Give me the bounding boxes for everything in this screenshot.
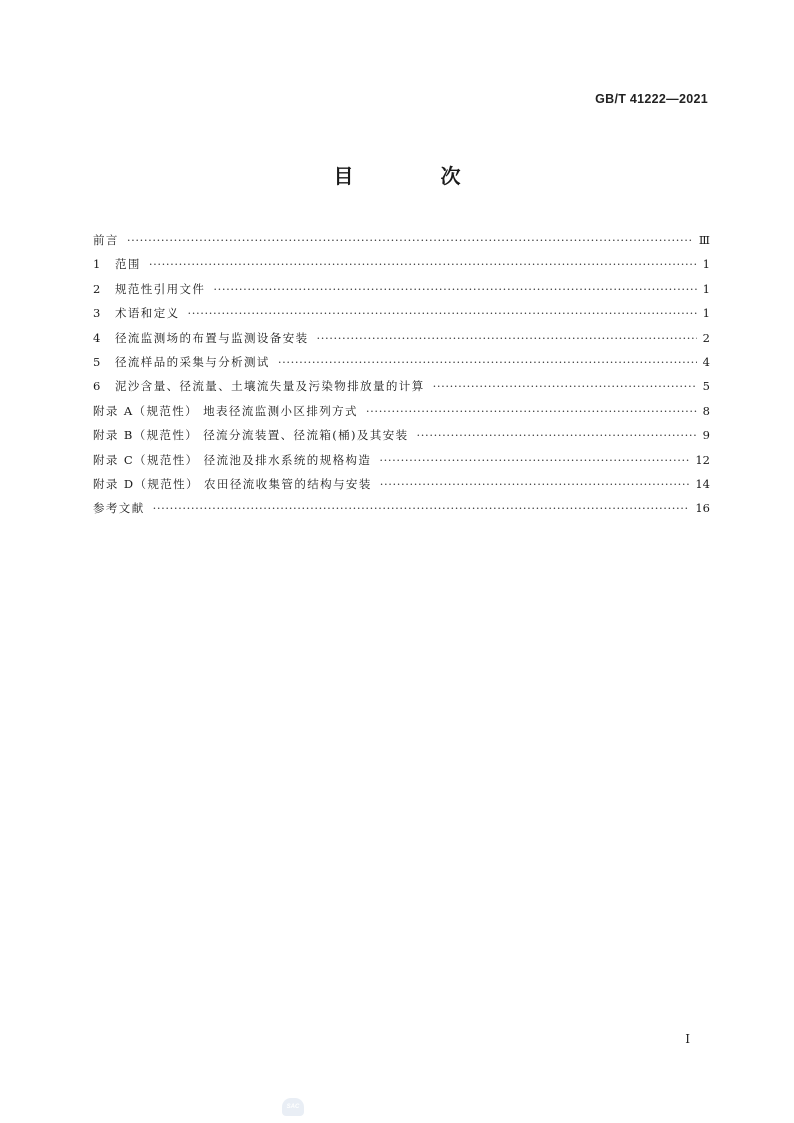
- toc-item-annex-d[interactable]: [93, 472, 710, 496]
- toc-item-number: 6: [93, 379, 101, 394]
- toc-leader-dots: [213, 277, 696, 301]
- toc-leader-dots: [417, 423, 697, 447]
- toc-leader-dots: [149, 252, 697, 276]
- toc-leader-dots: [433, 374, 697, 398]
- toc-item-page: 4: [702, 354, 710, 369]
- toc-leader-dots: [380, 472, 690, 496]
- toc-item-foreword[interactable]: [93, 228, 710, 252]
- toc-leader-dots: [317, 326, 697, 350]
- toc-item-number: 1: [93, 257, 101, 272]
- toc-item-page: 8: [702, 403, 710, 418]
- toc-item-page: 16: [695, 501, 710, 516]
- toc-item-page: 1: [702, 306, 710, 321]
- toc-item-terms[interactable]: [93, 301, 710, 325]
- toc-item-label: 径流监测场的布置与监测设备安装: [115, 330, 309, 345]
- toc-item-label: 径流样品的采集与分析测试: [115, 354, 270, 369]
- toc-leader-dots: [278, 350, 697, 374]
- toc-item-label: 泥沙含量、径流量、土壤流失量及污染物排放量的计算: [115, 379, 425, 394]
- toc-item-bibliography[interactable]: [93, 496, 710, 520]
- toc-item-page: 9: [702, 428, 710, 443]
- toc-item-label: 术语和定义: [115, 306, 180, 321]
- toc-item-label: 前言: [93, 233, 119, 247]
- toc-item-annex-c[interactable]: [93, 448, 710, 472]
- toc-title: 目 次: [333, 164, 501, 188]
- toc-item-annex-a[interactable]: [93, 399, 710, 423]
- toc-item-normative-references[interactable]: [93, 277, 710, 301]
- toc-item-number: 4: [93, 330, 101, 345]
- toc-item-scope[interactable]: [93, 252, 710, 276]
- toc-item-label: 附录 C（规范性） 径流池及排水系统的规格构造: [93, 452, 372, 467]
- toc-item-page: Ⅲ: [698, 233, 710, 247]
- toc-item-label: 规范性引用文件: [115, 281, 206, 296]
- toc-item-page: 2: [702, 330, 710, 345]
- toc-item-page: 12: [695, 452, 710, 467]
- toc-item-page: 1: [702, 281, 710, 296]
- toc-item-sampling[interactable]: [93, 350, 710, 374]
- toc-leader-dots: [379, 448, 689, 472]
- toc-item-monitoring-site[interactable]: [93, 326, 710, 350]
- sac-logo-icon: SAC: [282, 1098, 304, 1116]
- toc-item-number: 5: [93, 354, 101, 369]
- toc-item-label: 范围: [115, 257, 141, 272]
- toc-list: [93, 228, 710, 521]
- toc-leader-dots: [127, 228, 693, 252]
- toc-leader-dots: [366, 399, 697, 423]
- toc-item-number: 2: [93, 281, 101, 296]
- toc-item-label: 附录 D（规范性） 农田径流收集管的结构与安装: [93, 476, 372, 491]
- toc-item-number: 3: [93, 306, 101, 321]
- toc-item-page: 14: [695, 476, 710, 491]
- toc-leader-dots: [188, 301, 697, 325]
- toc-item-label: 参考文献: [93, 501, 145, 516]
- toc-item-page: 1: [702, 257, 710, 272]
- toc-leader-dots: [153, 496, 690, 520]
- toc-item-calculation[interactable]: [93, 374, 710, 398]
- document-code: GB/T 41222—2021: [595, 92, 708, 106]
- toc-item-page: 5: [702, 379, 710, 394]
- toc-item-label: 附录 B（规范性） 径流分流装置、径流箱(桶)及其安装: [93, 428, 409, 443]
- page-number: I: [685, 1032, 690, 1046]
- toc-item-annex-b[interactable]: [93, 423, 710, 447]
- toc-item-label: 附录 A（规范性） 地表径流监测小区排列方式: [93, 403, 358, 418]
